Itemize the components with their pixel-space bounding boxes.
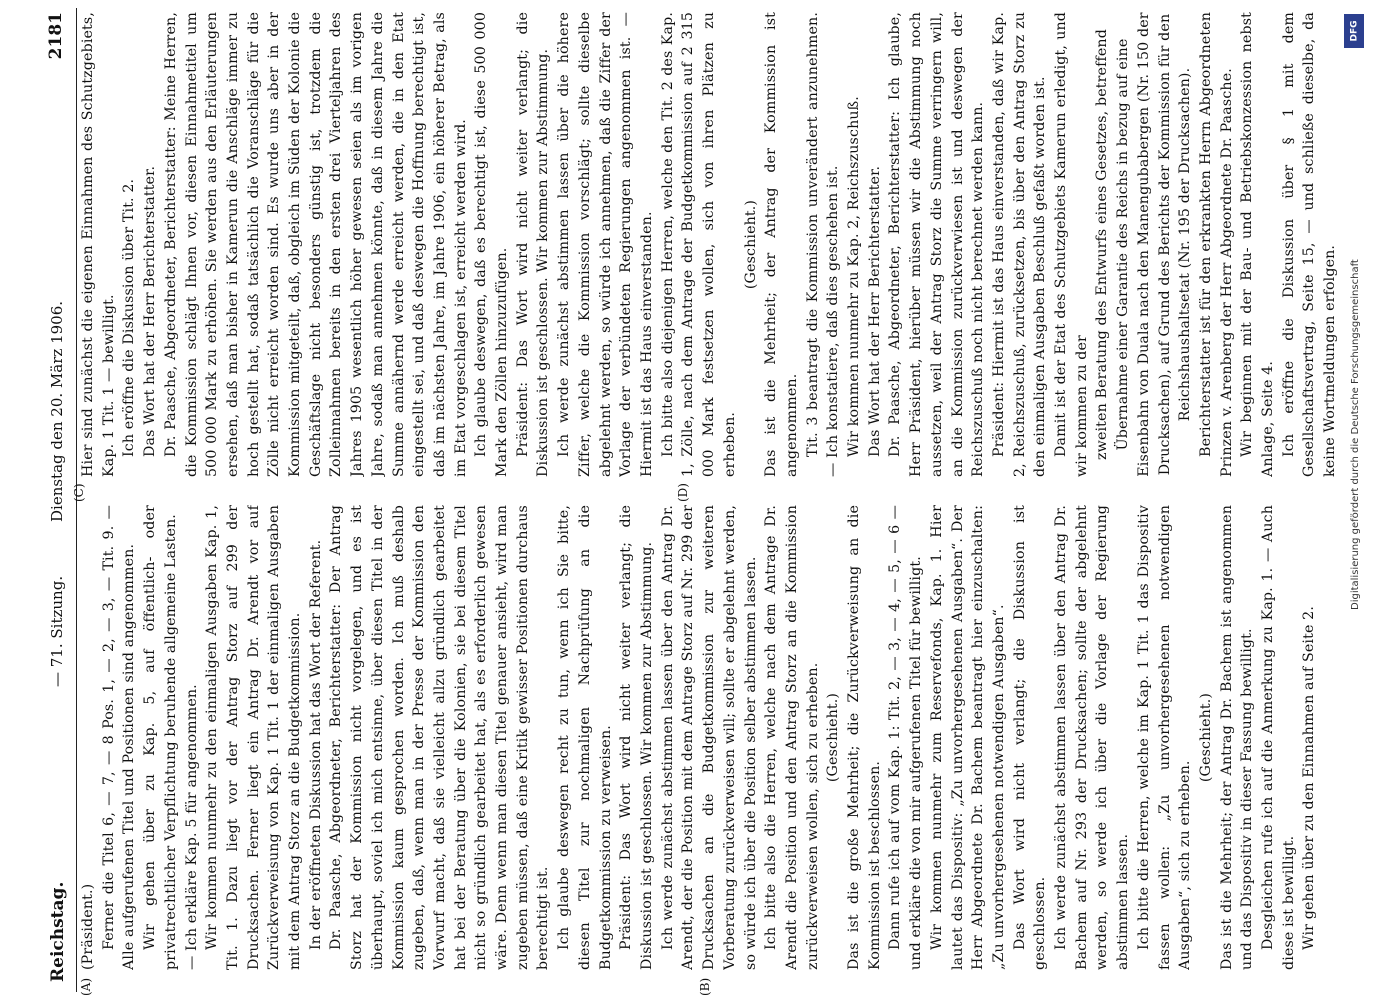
paragraph: Das ist die Mehrheit; der Antrag der Kommission ist angenommen.: [763, 12, 800, 477]
paragraph: Damit ist der Etat des Schutzgebiets Kamerun erledigt, und wir kommen zu der: [1053, 12, 1090, 477]
paragraph: Wir gehen über zu Kap. 5, auf öffentlich- oder privatrechtlicher Verpflichtung beruhende allgemeine Lasten.: [142, 505, 179, 970]
paragraph: Präsident: Das Wort wird nicht weiter verlangt; die Diskussion ist geschlossen. Wir kommen zur Abstimmung.: [514, 12, 552, 477]
page-number: 2181: [46, 12, 66, 60]
paragraph: Wir gehen über zu den Einnahmen auf Seite 2.: [1301, 606, 1318, 950]
paragraph: Tit. 3 beantragt die Kommission unverändert anzunehmen. — Ich konstatiere, daß dies geschehen ist.: [804, 12, 842, 477]
paragraph: — Ich erkläre Kap. 5 für angenommen.: [183, 684, 200, 970]
paragraph: Ferner die Titel 6, — 7, — 8 Pos. 1, — 2, — 3, — Tit. 9. — Alle aufgerufenen Titel und Positionen sind angenommen.: [100, 505, 138, 970]
paragraph: Das Wort wird nicht verlangt; die Diskussion ist geschlossen.: [1011, 505, 1049, 970]
paragraph: Berichterstatter ist für den erkrankten Herrn Abgeordneten Prinzen v. Arenberg der Herr Abgeordnete Dr. Paasche.: [1197, 12, 1235, 477]
margin-mark-d: (D): [676, 483, 690, 502]
paragraph: Dr. Paasche, Abgeordneter, Berichterstatter: Der Antrag Storz hat der Kommission nicht vorgelegen, und es ist überhaupt, soviel ich mich entsinne, über diesen Titel in der Kommission kaum gesprochen worden. Ich muß deshalb zugeben, daß, wenn man in der Presse der Kommission den Vorwurf macht, daß sie vielleicht allzu gründlich gearbeitet hat bei der Beratung über die Kolonien, sie bei diesem Titel nicht so gründlich gearbeitet hat, als es erforderlich gewesen wäre. Denn wenn man diesen Titel genauer ansieht, wird man zugeben müssen, daß eine Kritik gewisser Positionen durchaus berechtigt ist.: [328, 505, 552, 970]
header-title: Reichstag.: [48, 881, 68, 982]
paragraph: Ich werde zunächst abstimmen lassen über den Antrag Dr. Arendt, der die Position mit dem Antrage Storz auf Nr. 299 der Drucksachen an die Budgetkommission zur weiteren Vorberatung zurückverweisen will; sollte er abgelehnt werden, so würde ich über die Position selber abstimmen lassen.: [659, 505, 759, 970]
paragraph: Desgleichen rufe ich auf die Anmerkung zu Kap. 1. — Auch diese ist bewilligt.: [1260, 505, 1297, 970]
paragraph: Präsident: Das Wort wird nicht weiter verlangt; die Diskussion ist geschlossen. Wir kommen zur Abstimmung.: [618, 505, 655, 970]
paragraph: Ich glaube deswegen recht zu tun, wenn ich Sie bitte, diesen Titel zur nochmaligen Nachprüfung an die Budgetkommission zu verweisen.: [556, 505, 614, 970]
paragraph: Wir kommen nunmehr zum Reservefonds, Kap. 1. Hier lautet das Dispositiv: „Zu unvorhergesehenen Ausgaben“. Der Herr Abgeordnete Dr. Bachem beantragt hier einzuschalten: „Zu unvorhergesehenen notwendigen Ausgaben“.: [928, 505, 1007, 970]
dfg-logo: DFG: [1344, 14, 1364, 48]
margin-mark-c: (C): [72, 483, 86, 502]
paragraph: Das Wort hat der Herr Berichterstatter.: [142, 165, 159, 457]
paragraph: Wir kommen nunmehr zu den einmaligen Ausgaben Kap. 1, Tit. 1. Dazu liegt vor der Antrag Storz auf 299 der Drucksachen. Ferner liegt ein Antrag Dr. Arendt vor auf Zurückverweisung von Kap. 1 Tit. 1 der einmaligen Ausgaben mit dem Antrag Storz an die Budgetkommission.: [204, 505, 304, 970]
paragraph: (Geschieht.): [825, 692, 842, 783]
paragraph: Ich bitte also diejenigen Herren, welche den Tit. 2 des Kap. 1, Zölle, nach dem Antrage der Budgetkommission auf 2 315 000 Mark festsetzen wollen, sich von ihren Plätzen zu erheben.: [659, 12, 738, 477]
paragraph: Wir kommen nunmehr zu Kap. 2, Reichszuschuß.: [846, 96, 863, 457]
paragraph: Ich werde zunächst abstimmen lassen über die höhere Ziffer, welche die Kommission vorschlägt; sollte dieselbe abgelehnt werden, so würde ich annehmen, daß die Ziffer der Vorlage der verbündeten Regierungen angenommen ist. — Hiermit ist das Haus einverstanden.: [556, 12, 655, 477]
paragraph: In der eröffneten Diskussion hat das Wort der Referent.: [307, 539, 324, 950]
paragraph: Wir beginnen mit der Bau- und Betriebskonzession nebst Anlage, Seite 4.: [1239, 12, 1277, 477]
paragraph: Ich eröffne die Diskussion über Tit. 2.: [121, 178, 138, 457]
rotated-document-page: [40, 0, 1340, 1000]
paragraph: Hier sind zunächst die eigenen Einnahmen des Schutzgebiets, Kap. 1 Tit. 1 — bewilligt.: [80, 12, 117, 477]
digitization-sidebar: [1332, 10, 1377, 650]
paragraph: Dann rufe ich auf vom Kap. 1: Tit. 2, — 3, — 4, — 5, — 6 — und erkläre die von mir aufgerufenen Titel für bewilligt.: [887, 505, 925, 970]
paragraph: zweiten Beratung des Entwurfs eines Gesetzes, betreffend Übernahme einer Garantie des Reichs in bezug auf eine Eisenbahn von Duala nach den Manengubabergen (Nr. 150 der Drucksachen), auf Grund des Berichts der Kommission für den Reichshaushaltsetat (Nr. 195 der Drucksachen).: [1094, 12, 1194, 477]
margin-mark-b: (B): [698, 977, 712, 996]
paragraph: Ich eröffne die Diskussion über § 1 mit dem Gesellschaftsvertrag, Seite 15, — und schließe dieselbe, da keine Wortmeldungen erfolgen.: [1280, 12, 1339, 477]
paragraph: Ich glaube deswegen, daß es berechtigt ist, diese 500 000 Mark den Zöllen hinzuzufügen.: [473, 12, 511, 477]
paragraph: Das Wort hat der Herr Berichterstatter.: [866, 165, 883, 457]
text-columns: [72, 8, 1340, 996]
paragraph: Dr. Paasche, Abgeordneter, Berichterstatter: Meine Herren, die Kommission schlägt Ihnen vor, diesen Einnahmetitel um 500 000 Mark zu erhöhen. Sie werden aus den Erläuterungen ersehen, daß man bisher in Kamerun die Anschläge immer zu hoch gestellt hat, sodaß tatsächlich die Voranschläge für die Zölle nicht erreicht worden sind. Es wurde uns aber in der Kommission mitgeteilt, daß, obgleich im Süden der Kolonie die Geschäftslage nicht besonders günstig ist, trotzdem die Zolleinnahmen bereits in den ersten drei Vierteljahren des Jahres 1905 wesentlich höher gewesen seien als im vorigen Jahre, sodaß man annehmen könnte, daß in diesem Jahre die Summe annähernd werde erreicht werden, die in den Etat eingestellt sei, und daß deswegen die Hoffnung berechtigt ist, daß im nächsten Jahre, im Jahre 1906, ein höherer Betrag, als im Etat vorgeschlagen ist, erreicht werden wird.: [162, 12, 469, 477]
paragraph: Das ist die Mehrheit; der Antrag Dr. Bachem ist angenommen und das Dispositiv in dieser Fassung bewilligt.: [1218, 505, 1256, 970]
paragraph: Ich bitte also die Herren, welche nach dem Antrage Dr. Arendt die Position und den Antrag Storz an die Kommission zurückverweisen wollen, sich zu erheben.: [763, 505, 821, 970]
paragraph: (Geschieht.): [742, 199, 759, 290]
paragraph: Das ist die große Mehrheit; die Zurückverweisung an die Kommission ist beschlossen.: [846, 505, 883, 970]
paragraph: (Präsident.): [80, 883, 96, 970]
left-column: [78, 505, 1340, 970]
funding-notice: Digitalisierung gefördert durch die Deutsche Forschungsgemeinschaft: [1350, 259, 1361, 610]
paragraph: Ich werde zunächst abstimmen lassen über den Antrag Dr. Bachem auf Nr. 293 der Drucksachen; sollte der abgelehnt werden, so werde ich über die Vorlage der Regierung abstimmen lassen.: [1053, 505, 1132, 970]
header-session: — 71. Sitzung.: [48, 575, 66, 687]
margin-mark-a: (A): [79, 977, 93, 996]
header-date: Dienstag den 20. März 1906.: [48, 300, 66, 522]
paragraph: Dr. Paasche, Abgeordneter, Berichterstatter: Ich glaube, Herr Präsident, hierüber müssen wir die Abstimmung noch aussetzen, weil der Antrag Storz die Summe verringern will, an die Kommission zurückverwiesen ist und deswegen der Reichszuschuß noch nicht berechnet werden kann.: [887, 12, 987, 477]
right-column: [78, 12, 1340, 477]
paragraph: Präsident: Hiermit ist das Haus einverstanden, daß wir Kap. 2, Reichszuschuß, zurücksetzen, bis über den Antrag Storz zu den einmaligen Ausgaben Beschluß gefaßt worden ist.: [990, 12, 1049, 477]
paragraph: (Geschieht.): [1197, 692, 1214, 783]
paragraph: Ich bitte die Herren, welche im Kap. 1 Tit. 1 das Dispositiv fassen wollen: „Zu unvorhergesehenen notwendigen Ausgaben“, sich zu erheben.: [1135, 505, 1194, 970]
